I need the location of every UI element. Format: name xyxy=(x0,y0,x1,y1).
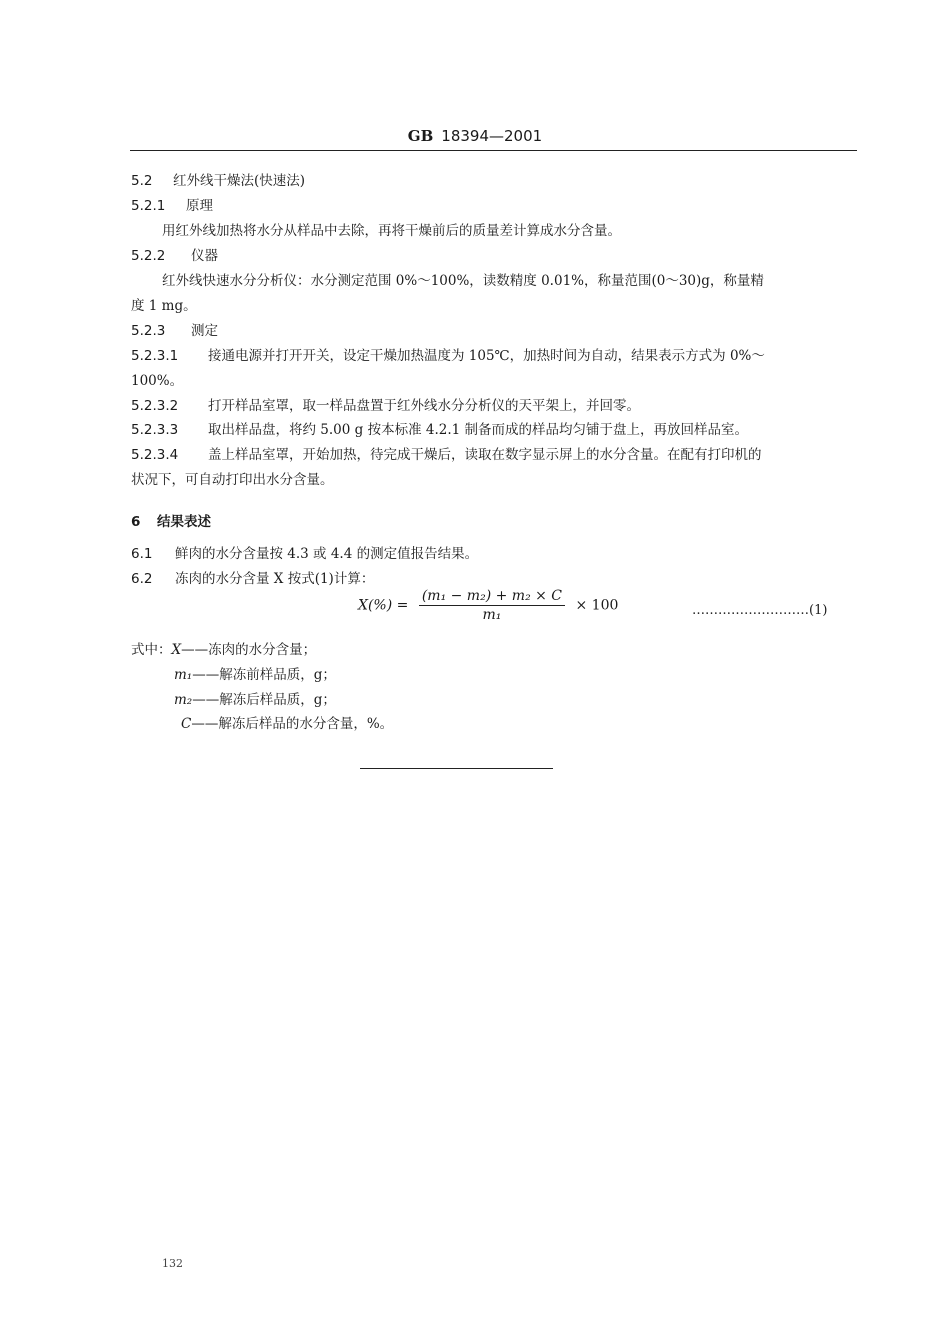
paragraph-text: 打开样品室罩，取一样品盘置于红外线水分分析仪的天平架上，并回零。 xyxy=(208,398,640,414)
where-symbol: X xyxy=(171,642,182,658)
paragraph-line: 用红外线加热将水分从样品中去除，再将干燥前后的质量差计算成水分含量。 xyxy=(162,223,621,239)
section-heading xyxy=(131,197,213,215)
where-symbol: m₂ xyxy=(174,692,193,708)
section-heading xyxy=(131,322,218,340)
formula-fraction xyxy=(419,588,565,623)
where-intro: 式中： xyxy=(131,642,172,658)
section-number: 6.2 xyxy=(131,571,153,587)
formula-denominator: m₁ xyxy=(482,607,502,623)
section-heading xyxy=(131,247,218,265)
where-line xyxy=(181,715,393,733)
page-header xyxy=(0,127,950,145)
paragraph-line xyxy=(131,446,762,464)
section-number: 5.2.2 xyxy=(131,248,166,264)
section-number: 5.2.3.1 xyxy=(131,348,179,364)
section-number: 6 xyxy=(131,514,141,530)
section-heading xyxy=(131,172,305,190)
formula xyxy=(358,588,618,623)
where-line xyxy=(174,691,336,709)
paragraph-line xyxy=(131,397,640,415)
formula-lhs: X(%) = xyxy=(358,597,409,614)
section-number: 5.2.3.2 xyxy=(131,398,179,414)
header-number: 18394—2001 xyxy=(441,127,543,145)
paragraph-line xyxy=(131,347,765,365)
header-rule xyxy=(130,150,857,151)
end-rule xyxy=(360,768,553,769)
paragraph-text: 取出样品盘，将约 5.00 g 按本标准 4.2.1 制备而成的样品均匀铺于盘上，再放回样品室。 xyxy=(208,422,749,438)
paragraph-line: 红外线快速水分分析仪：水分测定范围 0%～100%，读数精度 0.01%，称量范围(0～30)g，称量精 xyxy=(162,273,764,289)
section-title: 仪器 xyxy=(191,248,218,264)
paragraph-line xyxy=(131,421,748,439)
where-symbol: m₁ xyxy=(174,667,193,683)
section-number: 5.2.3 xyxy=(131,323,166,339)
paragraph-line: 度 1 mg。 xyxy=(131,298,197,314)
formula-rhs: × 100 xyxy=(575,597,619,614)
where-text: ——解冻后样品质，g； xyxy=(192,692,336,708)
paragraph-text: 盖上样品室罩，开始加热，待完成干燥后，读取在数字显示屏上的水分含量。在配有打印机的 xyxy=(208,447,762,463)
section-title: 红外线干燥法(快速法) xyxy=(173,173,306,189)
paragraph-line xyxy=(131,545,478,563)
where-symbol: C xyxy=(181,716,192,732)
where-line xyxy=(131,641,316,659)
section-number: 5.2.3.4 xyxy=(131,447,179,463)
formula-numerator: (m₁ − m₂) + m₂ × C xyxy=(419,588,565,606)
where-text: ——冻肉的水分含量； xyxy=(181,642,317,658)
where-line xyxy=(174,666,336,684)
page-number: 132 xyxy=(162,1257,183,1270)
paragraph-text: 接通电源并打开开关，设定干燥加热温度为 105℃，加热时间为自动，结果表示方式为 0%～ xyxy=(208,348,765,364)
section-title: 原理 xyxy=(186,198,213,214)
section-title: 结果表述 xyxy=(157,514,211,530)
header-code: GB xyxy=(407,127,434,145)
section-number: 5.2.3.3 xyxy=(131,422,179,438)
paragraph-line: 状况下，可自动打印出水分含量。 xyxy=(131,472,334,488)
where-text: ——解冻后样品的水分含量，%。 xyxy=(191,716,394,732)
section-heading xyxy=(131,513,211,531)
paragraph-text: 冻肉的水分含量 X 按式(1)计算： xyxy=(175,571,375,587)
paragraph-line xyxy=(131,570,374,588)
equation-number: ………………………(1) xyxy=(692,603,828,618)
section-number: 5.2.1 xyxy=(131,198,166,214)
paragraph-line: 100%。 xyxy=(131,373,184,389)
section-title: 测定 xyxy=(191,323,218,339)
where-text: ——解冻前样品质，g； xyxy=(192,667,336,683)
paragraph-text: 鲜肉的水分含量按 4.3 或 4.4 的测定值报告结果。 xyxy=(175,546,479,562)
section-number: 5.2 xyxy=(131,173,153,189)
section-number: 6.1 xyxy=(131,546,153,562)
